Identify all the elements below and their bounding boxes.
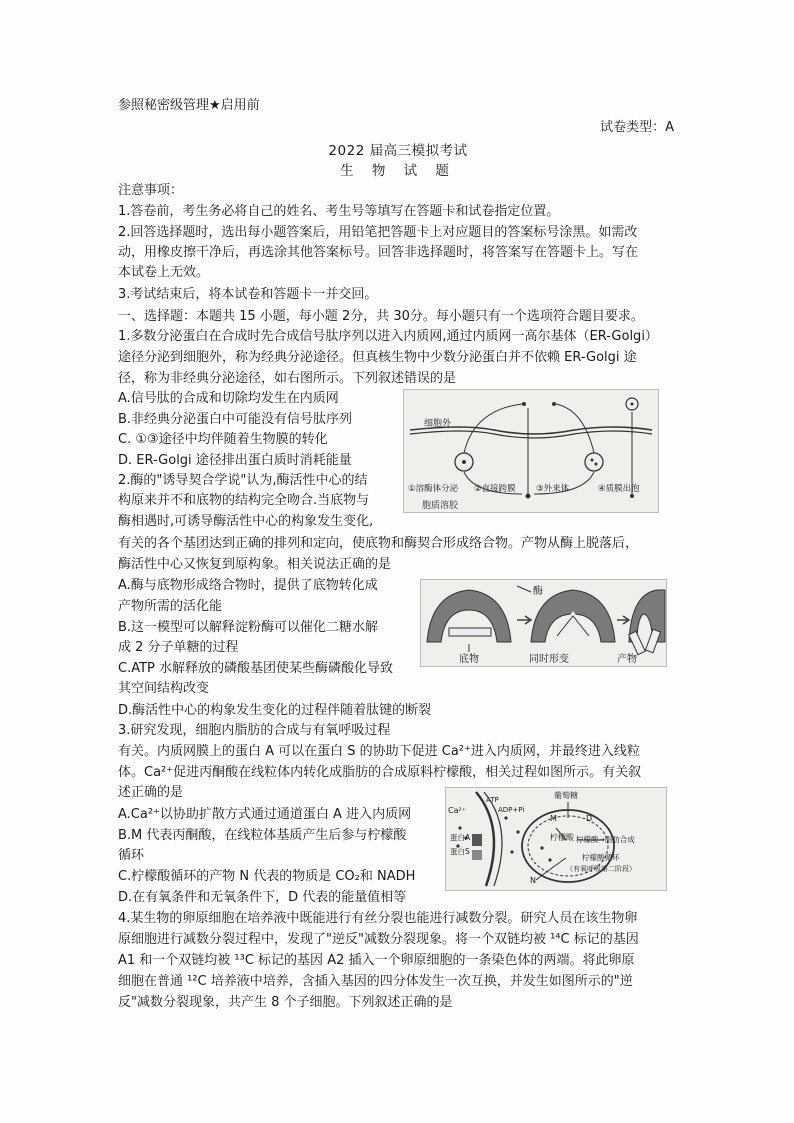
q1-option-b: B.非经典分泌蛋白中可能没有信号肽序列 [118, 412, 353, 427]
q3-fig-protein-s: 蛋白S [450, 847, 470, 856]
q1-fig-outside: 细胞外 [424, 419, 452, 429]
exam-title: 2022 届高三模拟考试 [328, 143, 468, 159]
q3-option-b-line-1: B.M 代表丙酮酸，在线粒体基质产生后参与柠檬酸 [118, 828, 407, 843]
q2-option-c-line-2: 其空间结构改变 [118, 681, 210, 696]
q3-fig-n: N [530, 876, 536, 885]
q4-stem-line-2: 原细胞进行减数分裂过程中，发现了"逆反"减数分裂现象。将一个双链均被 ¹⁴C 标记的基因 [118, 932, 639, 947]
q3-fig-protein-a: 蛋白A [450, 833, 471, 842]
notice-heading: 注意事项： [118, 183, 184, 198]
q1-fig-path-2: ②直接跨膜 [474, 484, 516, 494]
notice-item-1: 1.答卷前，考生务必将自己的姓名、考生号等填写在答题卡和试卷指定位置。 [118, 204, 560, 219]
q2-fig-enzyme: 酶 [533, 586, 543, 597]
section-1-heading: 一、选择题：本题共 15 小题，每小题 2分，共 30分。每小题只有一个选项符合题目要求。 [118, 309, 644, 324]
q1-fig-path-4: ④质膜出泡 [598, 484, 640, 494]
q3-fig-stage: （有氧呼吸第二阶段） [566, 865, 636, 873]
q1-option-d: D. ER-Golgi 途径排出蛋白质时消耗能量 [118, 453, 352, 468]
notice-item-2-line-1: 2.回答选择题时，选出每小题答案后，用铅笔把答题卡上对应题目的答案标号涂黑。如需改 [118, 225, 638, 240]
q1-fig-path-1: ①溶酶体分泌 [408, 484, 459, 494]
q1-fig-path-3: ③外来体 [536, 484, 570, 494]
notice-item-3: 3.考试结束后，将本试卷和答题卡一并交回。 [118, 287, 378, 302]
q4-stem-line-1: 4.某生物的卵原细胞在培养液中既能进行有丝分裂也能进行减数分裂。研究人员在该生物卵 [118, 911, 638, 926]
q2-option-c-line-1: C.ATP 水解释放的磷酸基团使某些酶磷酸化导致 [118, 661, 394, 676]
q2-option-a-line-1: A.酶与底物形成络合物时，提供了底物转化成 [118, 578, 378, 593]
q2-fig-deform: 同时形变 [529, 654, 569, 665]
q3-fig-citrate: 柠檬酸 [550, 833, 574, 842]
q3-option-d: D.在有氧条件和无氧条件下，D 代表的能量值相等 [118, 890, 407, 905]
q2-stem-line-1: 2.酶的"诱导契合学说"认为,酶活性中心的结 [118, 473, 368, 488]
notice-item-2-line-2: 动，用橡皮擦干净后，再选涂其他答案标号。回答非选择题时，将答案写在答题卡上。写在 [118, 245, 639, 260]
q2-option-a-line-2: 产物所需的活化能 [118, 599, 223, 614]
q4-stem-line-4: 细胞在普通 ¹²C 培养液中培养，含插入基因的四分体发生一次互换，并发生如图所示的"逆 [118, 974, 633, 989]
subject-title: 生 物 试 题 [340, 163, 456, 179]
q2-stem-line-4: 有关的各个基团达到正确的排列和定向，使底物和酶契合形成络合物。产物从酶上脱落后， [118, 536, 639, 551]
q3-option-b-line-2: 循环 [118, 848, 145, 863]
q3-option-c: C.柠檬酸循环的产物 N 代表的物质是 CO₂和 NADH [118, 869, 416, 884]
q3-stem-line-4: 述正确的是 [118, 785, 184, 800]
q3-fig-glucose: 葡萄糖 [554, 791, 578, 800]
q4-stem-line-3: A1 和一个双链均被 ¹³C 标记的基因 A2 插入一个卵原细胞的一条染色体的两端。将此卵原 [118, 953, 635, 968]
notice-item-2-line-3: 本试卷上无效。 [118, 265, 210, 280]
q3-fig-d: D [586, 814, 593, 823]
q3-fig-fat: 柠檬酸→脂肪合成 [576, 835, 635, 844]
q1-stem-line-1: 1.多数分泌蛋白在合成时先合成信号肽序列以进入内质网,通过内质网一高尔基体（ER-Golgi） [118, 329, 658, 344]
q4-stem-line-5: 反"减数分裂现象，共产生 8 个子细胞。下列叙述正确的是 [118, 995, 453, 1010]
q3-fig-adp: ADP+Pi [498, 806, 525, 814]
q1-stem-line-2: 途径分泌到细胞外，称为经典分泌途径。但真核生物中少数分泌蛋白并不依赖 ER-Golgi 途 [118, 350, 637, 365]
q2-stem-line-5: 酶活性中心又恢复到原构象。相关说法正确的是 [118, 557, 392, 572]
q2-option-b-line-1: B.这一模型可以解释淀粉酶可以催化二糖水解 [118, 620, 379, 635]
q3-fig-atp: ATP [486, 796, 499, 804]
q1-stem-line-3: 径，称为非经典分泌途径，如右图所示。下列叙述错误的是 [118, 371, 457, 386]
q3-stem-line-3: 体。Ca²⁺促进丙酮酸在线粒体内转化成脂肪的合成原料柠檬酸，相关过程如图所示。有关叙 [118, 765, 642, 780]
q2-option-d: D.酶活性中心的构象发生变化的过程伴随着肽键的断裂 [118, 703, 432, 718]
q3-fat-synthesis-diagram [445, 787, 667, 891]
q1-secretion-diagram [403, 389, 659, 513]
q3-stem-line-2: 有关。内质网膜上的蛋白 A 可以在蛋白 S 的协助下促进 Ca²⁺进入内质网，并最终进入线粒 [118, 744, 640, 759]
q2-stem-line-2: 构原来并不和底物的结构完全吻合.当底物与 [118, 493, 370, 508]
q3-stem-line-1: 3.研究发现，细胞内脂肪的合成与有氧呼吸过程 [118, 723, 391, 738]
paper-type: 试卷类型：A [600, 120, 674, 135]
secret-note: 参照秘密级管理★启用前 [118, 98, 260, 113]
q2-fig-product: 产物 [617, 654, 637, 665]
q3-fig-cycle: 柠檬酸循环 [582, 853, 620, 862]
q3-fig-ca: Ca²⁺ [448, 806, 466, 815]
q2-option-b-line-2: 成 2 分子单糖的过程 [118, 640, 239, 655]
q2-stem-line-3: 酶相遇时,可诱导酶活性中心的构象发生变化, [118, 514, 374, 529]
q2-fig-substrate: 底物 [459, 654, 479, 665]
q2-induced-fit-diagram [420, 579, 667, 667]
q1-option-a: A.信号肽的合成和切除均发生在内质网 [118, 391, 339, 406]
q1-fig-cytosol: 胞质溶胶 [422, 501, 459, 511]
q1-option-c: C. ①③途径中均伴随着生物膜的转化 [118, 432, 328, 447]
q3-option-a: A.Ca²⁺以协助扩散方式通过通道蛋白 A 进入内质网 [118, 807, 412, 822]
q3-fig-m: M [550, 814, 557, 823]
